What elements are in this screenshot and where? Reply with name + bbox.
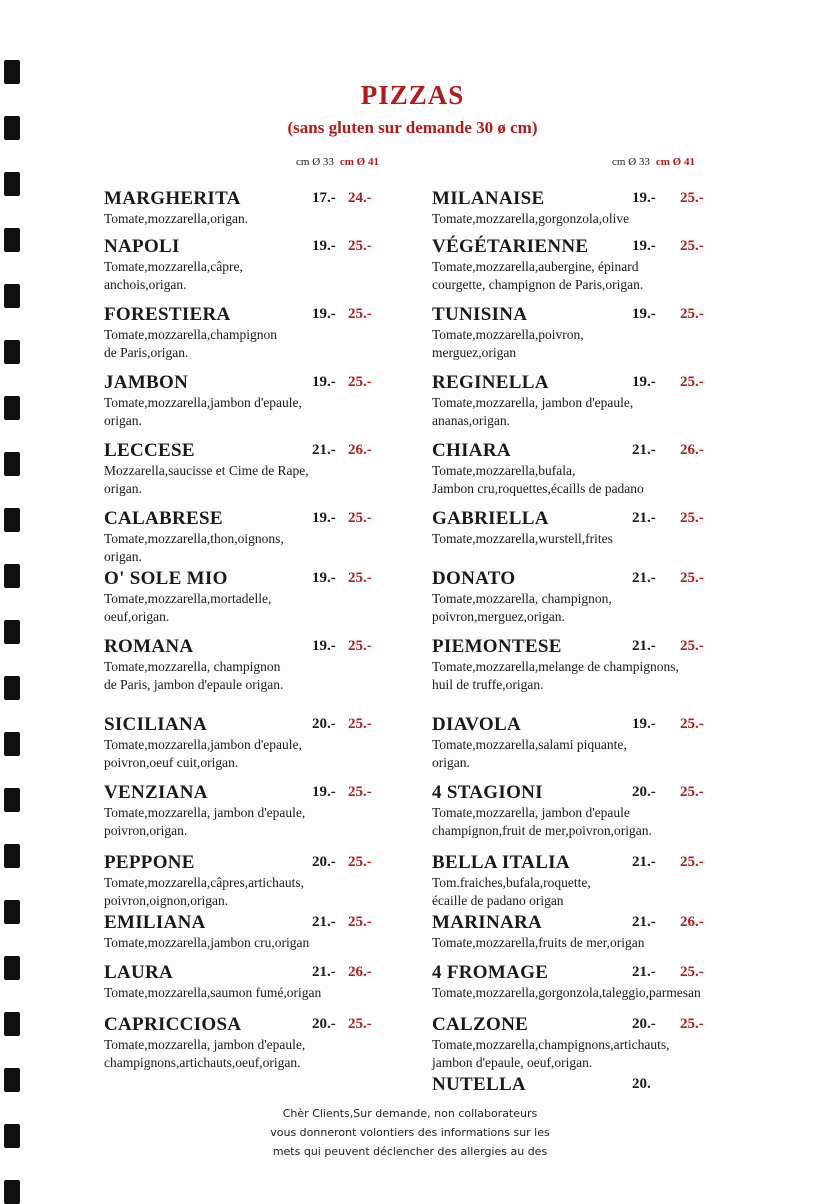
pizza-ingredients: Tomate,mozzarella,saumon fumé,origan	[104, 985, 322, 1000]
price-41: 25.-	[680, 638, 704, 654]
price-33: 21.-	[632, 570, 656, 586]
price-41: 25.-	[348, 510, 372, 526]
price-41: 25.-	[680, 854, 704, 870]
binding-hole	[4, 900, 20, 924]
menu-item-header	[432, 372, 732, 394]
pizza-name: VÉGÉTARIENNE	[432, 236, 589, 257]
binding-hole	[4, 844, 20, 868]
pizza-name: DIAVOLA	[432, 714, 522, 735]
price-33: 21.-	[632, 854, 656, 870]
menu-item	[432, 440, 732, 498]
menu-item-header	[432, 1014, 732, 1036]
pizza-ingredients: Tomate,mozzarella, jambon d'epaule champignon,fruit de mer,poivron,origan.	[432, 805, 652, 838]
price-33: 21.-	[632, 914, 656, 930]
menu-item	[104, 1014, 404, 1072]
pizza-name: CALZONE	[432, 1014, 529, 1035]
price-41: 25.-	[348, 914, 372, 930]
pizza-ingredients: Tomate,mozzarella,câpre, anchois,origan.	[104, 259, 243, 292]
pizza-name: NAPOLI	[104, 236, 180, 257]
menu-item-header	[432, 1074, 732, 1096]
price-41: 25.-	[680, 964, 704, 980]
pizza-ingredients: Tomate,mozzarella,champignon de Paris,origan.	[104, 327, 277, 360]
price-33: 20.-	[312, 854, 336, 870]
price-33: 21.-	[312, 442, 336, 458]
pizza-ingredients: Tomate,mozzarella,origan.	[104, 211, 249, 226]
page-title: PIZZAS	[360, 80, 465, 110]
price-33: 21.-	[632, 510, 656, 526]
pizza-name: CHIARA	[432, 440, 511, 461]
price-33: 19.-	[312, 784, 336, 800]
binding-hole	[4, 956, 20, 980]
price-33: 19.-	[312, 306, 336, 322]
menu-item-header	[104, 1014, 404, 1036]
pizza-ingredients: Tomate,mozzarella, jambon d'epaule, ananas,origan.	[432, 395, 634, 428]
menu-item-header	[432, 236, 732, 258]
menu-item	[432, 636, 732, 694]
binding-hole	[4, 340, 20, 364]
size-header-right	[612, 156, 722, 168]
menu-item-header	[104, 440, 404, 462]
binding-hole	[4, 676, 20, 700]
menu-item	[432, 962, 732, 1002]
menu-item	[432, 714, 732, 772]
menu-item	[432, 236, 732, 294]
price-33: 20.-	[312, 716, 336, 732]
price-41: 26.-	[348, 964, 372, 980]
price-41: 24.-	[348, 190, 372, 206]
menu-item-header	[104, 236, 404, 258]
binding-hole	[4, 508, 20, 532]
menu-item-header	[104, 852, 404, 874]
menu-item	[104, 714, 404, 772]
price-41: 25.-	[348, 638, 372, 654]
pizza-ingredients: Tomate,mozzarella, champignon de Paris, jambon d'epaule origan.	[104, 659, 284, 692]
price-33: 19.-	[312, 510, 336, 526]
price-41: 26.-	[680, 442, 704, 458]
price-33: 19.-	[632, 306, 656, 322]
menu-item-header	[104, 912, 404, 934]
binding-hole	[4, 788, 20, 812]
pizza-ingredients: Tomate,mozzarella,gorgonzola,taleggio,parmesan	[432, 985, 701, 1000]
price-33: 20.	[632, 1076, 651, 1092]
pizza-ingredients: Tomate,mozzarella,champignons,artichauts, jambon d'epaule, oeuf,origan.	[432, 1037, 670, 1070]
pizza-name: PIEMONTESE	[432, 636, 562, 657]
menu-item-header	[432, 304, 732, 326]
price-41: 25.-	[348, 570, 372, 586]
binding-hole	[4, 1012, 20, 1036]
pizza-name: PEPPONE	[104, 852, 195, 873]
menu-item	[104, 568, 404, 626]
price-33: 19.-	[632, 238, 656, 254]
price-33: 21.-	[632, 638, 656, 654]
pizza-ingredients: Tomate,mozzarella,melange de champignons, huil de truffe,origan.	[432, 659, 679, 692]
pizza-name: TUNISINA	[432, 304, 528, 325]
menu-item	[432, 1014, 732, 1072]
menu-item	[432, 508, 732, 548]
binding-hole	[4, 564, 20, 588]
pizza-name: LAURA	[104, 962, 174, 983]
size-large-label: cm Ø 41	[339, 156, 379, 168]
size-small-label: cm Ø 33	[612, 156, 650, 168]
size-header-left	[296, 156, 406, 168]
price-41: 25.-	[680, 570, 704, 586]
pizza-ingredients: Tomate,mozzarella,gorgonzola,olive	[432, 211, 630, 226]
pizza-name: MILANAISE	[432, 188, 545, 209]
pizza-ingredients: Tomate,mozzarella,câpres,artichauts, poivron,oignon,origan.	[104, 875, 304, 908]
menu-item-header	[104, 188, 404, 210]
menu-item	[104, 636, 404, 694]
binding-hole	[4, 452, 20, 476]
pizza-name: SICILIANA	[104, 714, 208, 735]
menu-item-header	[104, 568, 404, 590]
price-33: 21.-	[312, 964, 336, 980]
menu-item	[104, 508, 404, 566]
pizza-ingredients: Tomate,mozzarella, jambon d'epaule, poivron,origan.	[104, 805, 306, 838]
menu-item-header	[104, 962, 404, 984]
pizza-name: VENZIANA	[104, 782, 208, 803]
size-large-label: cm Ø 41	[655, 156, 695, 168]
price-33: 21.-	[632, 964, 656, 980]
menu-item-header	[104, 782, 404, 804]
price-41: 25.-	[348, 374, 372, 390]
pizza-name: MARGHERITA	[104, 188, 241, 209]
price-41: 25.-	[348, 784, 372, 800]
pizza-name: NUTELLA	[432, 1074, 526, 1095]
binding-hole	[4, 1124, 20, 1148]
price-41: 25.-	[680, 374, 704, 390]
price-41: 25.-	[348, 238, 372, 254]
price-41: 25.-	[680, 784, 704, 800]
pizza-name: LECCESE	[104, 440, 195, 461]
pizza-name: CAPRICCIOSA	[104, 1014, 242, 1035]
pizza-ingredients: Tomate,mozzarella,salami piquante, origan.	[432, 737, 627, 770]
binding-hole	[4, 1068, 20, 1092]
price-41: 25.-	[680, 306, 704, 322]
binding-hole	[4, 732, 20, 756]
menu-item	[432, 372, 732, 430]
menu-item-header	[432, 440, 732, 462]
menu-item-header	[432, 636, 732, 658]
menu-item	[432, 188, 732, 228]
pizza-ingredients: Tomate,mozzarella,thon,oignons, origan.	[104, 531, 284, 564]
price-41: 25.-	[348, 1016, 372, 1032]
pizza-ingredients: Tomate,mozzarella, jambon d'epaule, champignons,artichauts,oeuf,origan.	[104, 1037, 306, 1070]
menu-item-header	[104, 508, 404, 530]
menu-item-header	[104, 636, 404, 658]
menu-item	[104, 782, 404, 840]
menu-item	[432, 568, 732, 626]
menu-item	[432, 852, 732, 910]
pizza-name: FORESTIERA	[104, 304, 231, 325]
menu-item-header	[432, 508, 732, 530]
menu-item	[104, 188, 404, 228]
price-33: 19.-	[632, 374, 656, 390]
price-33: 17.-	[312, 190, 336, 206]
pizza-ingredients: Tomate,mozzarella,jambon d'epaule, poivron,oeuf cuit,origan.	[104, 737, 302, 770]
menu-item-header	[432, 782, 732, 804]
page-subtitle: (sans gluten sur demande 30 ø cm)	[287, 118, 538, 137]
menu-item	[104, 912, 404, 952]
ring-binding	[0, 0, 24, 1200]
menu-item	[104, 440, 404, 498]
price-33: 19.-	[312, 238, 336, 254]
pizza-name: O' SOLE MIO	[104, 568, 228, 589]
pizza-name: 4 STAGIONI	[432, 782, 543, 803]
pizza-name: MARINARA	[432, 912, 543, 933]
price-33: 19.-	[312, 374, 336, 390]
menu-item	[104, 304, 404, 362]
menu-item-header	[432, 568, 732, 590]
pizza-name: ROMANA	[104, 636, 194, 657]
pizza-ingredients: Tomate,mozzarella, champignon, poivron,merguez,origan.	[432, 591, 612, 624]
pizza-ingredients: Tomate,mozzarella,jambon d'epaule, origan.	[104, 395, 302, 428]
price-33: 21.-	[632, 442, 656, 458]
binding-hole	[4, 620, 20, 644]
price-33: 20.-	[312, 1016, 336, 1032]
menu-item	[104, 852, 404, 910]
pizza-ingredients: Tomate,mozzarella,mortadelle, oeuf,origan.	[104, 591, 272, 624]
menu-item	[104, 962, 404, 1002]
pizza-name: CALABRESE	[104, 508, 223, 529]
menu-item-header	[432, 962, 732, 984]
price-41: 25.-	[680, 238, 704, 254]
menu-item-header	[104, 304, 404, 326]
pizza-name: DONATO	[432, 568, 516, 589]
price-33: 20.-	[632, 1016, 656, 1032]
price-33: 19.-	[312, 570, 336, 586]
pizza-name: JAMBON	[104, 372, 189, 393]
allergy-note: Chèr Clients,Sur demande, non collaborateurs vous donneront volontiers des informations sur les mets qui peuvent déclencher des allergies au des	[270, 1107, 550, 1158]
pizza-ingredients: Tomate,mozzarella,poivron, merguez,origan	[432, 327, 584, 360]
price-33: 19.-	[632, 190, 656, 206]
price-41: 26.-	[348, 442, 372, 458]
price-41: 25.-	[348, 306, 372, 322]
price-33: 21.-	[312, 914, 336, 930]
price-41: 25.-	[680, 190, 704, 206]
price-41: 25.-	[348, 854, 372, 870]
pizza-name: GABRIELLA	[432, 508, 549, 529]
menu-item	[104, 236, 404, 294]
price-41: 25.-	[348, 716, 372, 732]
binding-hole	[4, 172, 20, 196]
pizza-name: EMILIANA	[104, 912, 206, 933]
menu-item-header	[104, 714, 404, 736]
binding-hole	[4, 396, 20, 420]
pizza-ingredients: Tomate,mozzarella,aubergine, épinard courgette, champignon de Paris,origan.	[432, 259, 644, 292]
pizza-ingredients: Mozzarella,saucisse et Cime de Rape, origan.	[104, 463, 309, 496]
menu-item	[432, 912, 732, 952]
pizza-ingredients: Tomate,mozzarella,jambon cru,origan	[104, 935, 310, 950]
price-33: 20.-	[632, 784, 656, 800]
menu-item	[432, 782, 732, 840]
pizza-ingredients: Tomate,mozzarella,fruits de mer,origan	[432, 935, 645, 950]
binding-hole	[4, 228, 20, 252]
menu-item	[432, 1074, 732, 1096]
price-33: 19.-	[632, 716, 656, 732]
menu-item-header	[432, 852, 732, 874]
pizza-name: 4 FROMAGE	[432, 962, 549, 983]
price-33: 19.-	[312, 638, 336, 654]
menu-item-header	[104, 372, 404, 394]
pizza-name: REGINELLA	[432, 372, 549, 393]
menu-item-header	[432, 188, 732, 210]
price-41: 25.-	[680, 1016, 704, 1032]
pizza-name: BELLA ITALIA	[432, 852, 570, 873]
menu-item-header	[432, 912, 732, 934]
menu-item	[432, 304, 732, 362]
binding-hole	[4, 284, 20, 308]
pizza-ingredients: Tomate,mozzarella,wurstell,frites	[432, 531, 613, 546]
price-41: 25.-	[680, 716, 704, 732]
pizza-ingredients: Tom.fraiches,bufala,roquette, écaille de padano origan	[432, 875, 591, 908]
price-41: 25.-	[680, 510, 704, 526]
price-41: 26.-	[680, 914, 704, 930]
binding-hole	[4, 1180, 20, 1204]
size-small-label: cm Ø 33	[296, 156, 334, 168]
menu-item	[104, 372, 404, 430]
menu-item-header	[432, 714, 732, 736]
pizza-ingredients: Tomate,mozzarella,bufala, Jambon cru,roquettes,écaills de padano	[432, 463, 644, 496]
